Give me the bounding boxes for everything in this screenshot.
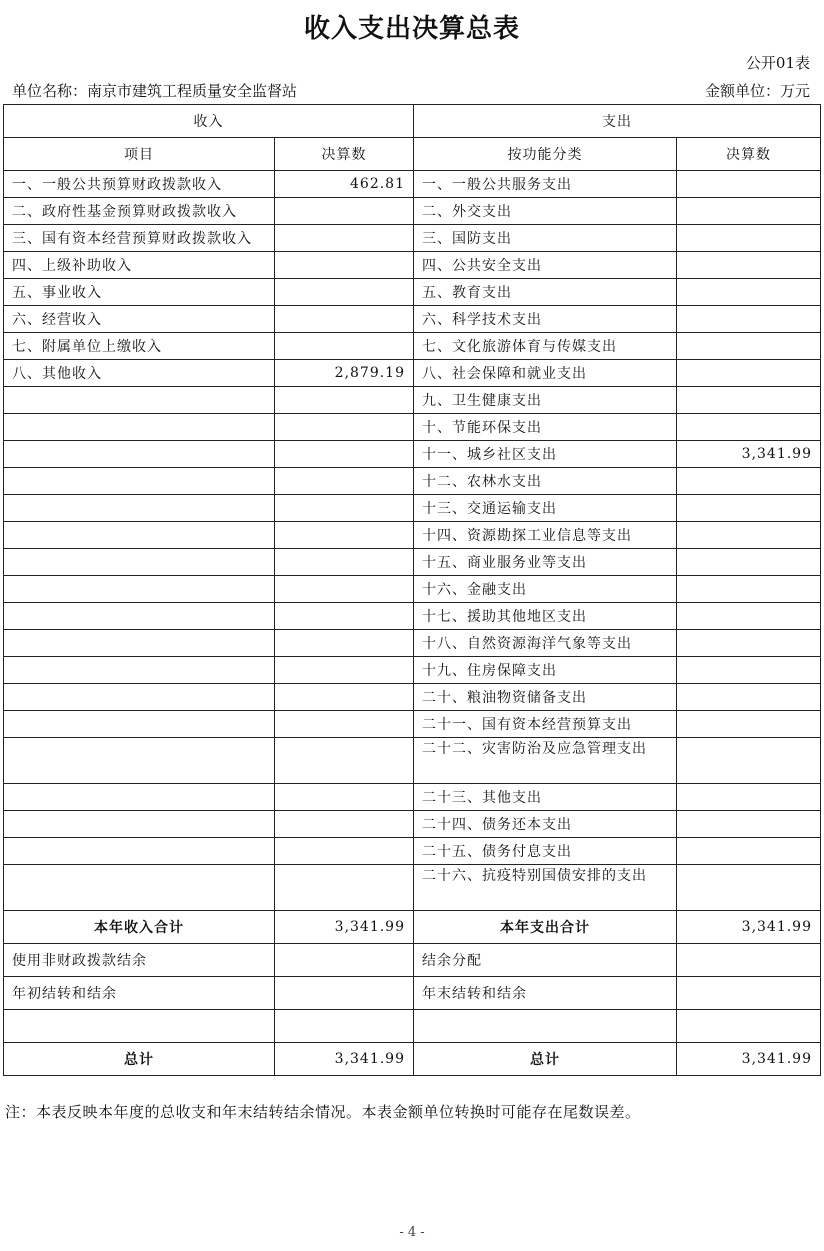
income-value-cell [275, 225, 414, 252]
function-header: 按功能分类 [414, 138, 677, 171]
table-row [4, 306, 821, 333]
expense-value-cell [677, 468, 821, 495]
income-value-cell [275, 279, 414, 306]
item-header: 项目 [4, 138, 275, 171]
income-item-cell [4, 522, 275, 549]
amount-header-2: 决算数 [677, 138, 821, 171]
table-row [4, 549, 821, 576]
expense-value-cell [677, 865, 821, 911]
expense-item-cell: 十六、金融支出 [414, 576, 677, 603]
income-value-cell [275, 657, 414, 684]
expense-total-label: 本年支出合计 [414, 911, 677, 944]
income-item-cell: 六、经营收入 [4, 306, 275, 333]
expense-value-cell [677, 414, 821, 441]
expense-item-cell: 一、一般公共服务支出 [414, 171, 677, 198]
page-title: 收入支出决算总表 [303, 14, 520, 44]
expense-value-cell [677, 333, 821, 360]
income-value-cell [275, 711, 414, 738]
expense-item-cell: 五、教育支出 [414, 279, 677, 306]
expense-value-cell [677, 522, 821, 549]
table-row [4, 738, 821, 784]
income-item-cell [4, 865, 275, 911]
income-value-cell [275, 306, 414, 333]
table-row [4, 495, 821, 522]
empty-cell [414, 1010, 677, 1043]
table-row [4, 333, 821, 360]
income-item-cell: 七、附属单位上缴收入 [4, 333, 275, 360]
empty-cell [677, 977, 821, 1010]
income-item-cell [4, 576, 275, 603]
expense-item-cell: 二十二、灾害防治及应急管理支出 [414, 738, 677, 784]
income-value-cell [275, 811, 414, 838]
income-value-cell: 2,879.19 [275, 360, 414, 387]
income-value-cell [275, 865, 414, 911]
expense-item-cell: 八、社会保障和就业支出 [414, 360, 677, 387]
table-row [4, 657, 821, 684]
income-item-cell [4, 468, 275, 495]
income-value-cell [275, 522, 414, 549]
income-item-cell [4, 657, 275, 684]
expense-item-cell: 十七、援助其他地区支出 [414, 603, 677, 630]
income-value-cell [275, 630, 414, 657]
income-value-cell [275, 495, 414, 522]
income-item-cell [4, 603, 275, 630]
empty-cell [677, 944, 821, 977]
table-row [4, 360, 821, 387]
income-value-cell [275, 784, 414, 811]
income-item-cell [4, 711, 275, 738]
expense-value-cell: 3,341.99 [677, 441, 821, 468]
expense-item-cell: 二十四、债务还本支出 [414, 811, 677, 838]
table-row [4, 711, 821, 738]
empty-cell [275, 944, 414, 977]
table-row [4, 811, 821, 838]
income-value-cell [275, 441, 414, 468]
income-value-cell [275, 387, 414, 414]
expense-value-cell [677, 360, 821, 387]
table-row [4, 630, 821, 657]
expense-value-cell [677, 387, 821, 414]
income-value-cell: 462.81 [275, 171, 414, 198]
expense-item-cell: 十八、自然资源海洋气象等支出 [414, 630, 677, 657]
income-item-cell: 五、事业收入 [4, 279, 275, 306]
income-value-cell [275, 198, 414, 225]
expense-item-cell: 十九、住房保障支出 [414, 657, 677, 684]
empty-cell [275, 1010, 414, 1043]
expense-item-cell: 四、公共安全支出 [414, 252, 677, 279]
income-value-cell [275, 738, 414, 784]
expense-item-cell: 二、外交支出 [414, 198, 677, 225]
end-carryover-label: 年末结转和结余 [414, 977, 677, 1010]
table-row [4, 784, 821, 811]
empty-cell [4, 1010, 275, 1043]
income-item-cell [4, 495, 275, 522]
table-row [4, 603, 821, 630]
grand-total-label-2: 总计 [414, 1043, 677, 1076]
income-item-cell: 一、一般公共预算财政拨款收入 [4, 171, 275, 198]
table-row [4, 1010, 821, 1043]
grand-total-expense: 3,341.99 [677, 1043, 821, 1076]
expense-value-cell [677, 657, 821, 684]
income-item-cell [4, 549, 275, 576]
income-item-cell [4, 414, 275, 441]
expense-item-cell: 七、文化旅游体育与传媒支出 [414, 333, 677, 360]
income-header: 收入 [4, 105, 414, 138]
non-fiscal-balance-label: 使用非财政拨款结余 [4, 944, 275, 977]
expense-item-cell: 十三、交通运输支出 [414, 495, 677, 522]
expense-item-cell: 十二、农林水支出 [414, 468, 677, 495]
table-row [4, 414, 821, 441]
expense-total-value: 3,341.99 [677, 911, 821, 944]
table-row [4, 522, 821, 549]
income-item-cell: 四、上级补助收入 [4, 252, 275, 279]
table-row [4, 279, 821, 306]
expense-item-cell: 三、国防支出 [414, 225, 677, 252]
table-row [4, 252, 821, 279]
income-value-cell [275, 414, 414, 441]
income-item-cell [4, 738, 275, 784]
expense-value-cell [677, 576, 821, 603]
grand-total-label: 总计 [4, 1043, 275, 1076]
table-row [4, 576, 821, 603]
expense-value-cell [677, 630, 821, 657]
income-item-cell [4, 684, 275, 711]
expense-value-cell [677, 279, 821, 306]
table-row [4, 171, 821, 198]
income-total-value: 3,341.99 [275, 911, 414, 944]
table-row [4, 1043, 821, 1076]
amount-unit: 金额单位：万元 [704, 82, 810, 100]
expense-value-cell [677, 711, 821, 738]
expense-value-cell [677, 225, 821, 252]
income-value-cell [275, 549, 414, 576]
expense-item-cell: 十五、商业服务业等支出 [414, 549, 677, 576]
summary-table [3, 104, 821, 1076]
expense-item-cell: 九、卫生健康支出 [414, 387, 677, 414]
table-row [4, 977, 821, 1010]
income-value-cell [275, 333, 414, 360]
unit-name: 单位名称：南京市建筑工程质量安全监督站 [12, 82, 298, 100]
table-row [4, 865, 821, 911]
income-item-cell [4, 387, 275, 414]
balance-distribution-label: 结余分配 [414, 944, 677, 977]
expense-value-cell [677, 811, 821, 838]
expense-item-cell: 十四、资源勘探工业信息等支出 [414, 522, 677, 549]
income-item-cell [4, 784, 275, 811]
expense-value-cell [677, 838, 821, 865]
table-row [4, 441, 821, 468]
table-row [4, 198, 821, 225]
income-value-cell [275, 838, 414, 865]
expense-item-cell: 六、科学技术支出 [414, 306, 677, 333]
income-item-cell [4, 838, 275, 865]
income-value-cell [275, 576, 414, 603]
table-row [4, 684, 821, 711]
expense-value-cell [677, 198, 821, 225]
income-value-cell [275, 684, 414, 711]
table-code: 公开01表 [745, 54, 810, 72]
expense-item-cell: 十、节能环保支出 [414, 414, 677, 441]
income-item-cell: 三、国有资本经营预算财政拨款收入 [4, 225, 275, 252]
footnote: 注：本表反映本年度的总收支和年末结转结余情况。本表金额单位转换时可能存在尾数误差。 [5, 1103, 641, 1121]
table-row [4, 387, 821, 414]
table-row [4, 944, 821, 977]
income-value-cell [275, 603, 414, 630]
expense-item-cell: 二十六、抗疫特别国债安排的支出 [414, 865, 677, 911]
table-row [4, 911, 821, 944]
expense-value-cell [677, 306, 821, 333]
income-item-cell [4, 630, 275, 657]
expense-value-cell [677, 549, 821, 576]
expense-item-cell: 二十一、国有资本经营预算支出 [414, 711, 677, 738]
expense-value-cell [677, 684, 821, 711]
expense-item-cell: 二十三、其他支出 [414, 784, 677, 811]
expense-header: 支出 [414, 105, 821, 138]
income-item-cell [4, 441, 275, 468]
amount-header: 决算数 [275, 138, 414, 171]
expense-item-cell: 二十、粮油物资储备支出 [414, 684, 677, 711]
expense-value-cell [677, 784, 821, 811]
expense-value-cell [677, 252, 821, 279]
table-row [4, 468, 821, 495]
expense-value-cell [677, 738, 821, 784]
income-item-cell [4, 811, 275, 838]
empty-cell [275, 977, 414, 1010]
page-number: - 4 - [399, 1225, 425, 1240]
income-item-cell: 二、政府性基金预算财政拨款收入 [4, 198, 275, 225]
income-total-label: 本年收入合计 [4, 911, 275, 944]
table-row [4, 225, 821, 252]
income-value-cell [275, 468, 414, 495]
expense-item-cell: 二十五、债务付息支出 [414, 838, 677, 865]
table-row [4, 838, 821, 865]
grand-total-income: 3,341.99 [275, 1043, 414, 1076]
expense-value-cell [677, 603, 821, 630]
income-value-cell [275, 252, 414, 279]
empty-cell [677, 1010, 821, 1043]
expense-item-cell: 十一、城乡社区支出 [414, 441, 677, 468]
expense-value-cell [677, 171, 821, 198]
start-carryover-label: 年初结转和结余 [4, 977, 275, 1010]
expense-value-cell [677, 495, 821, 522]
income-item-cell: 八、其他收入 [4, 360, 275, 387]
